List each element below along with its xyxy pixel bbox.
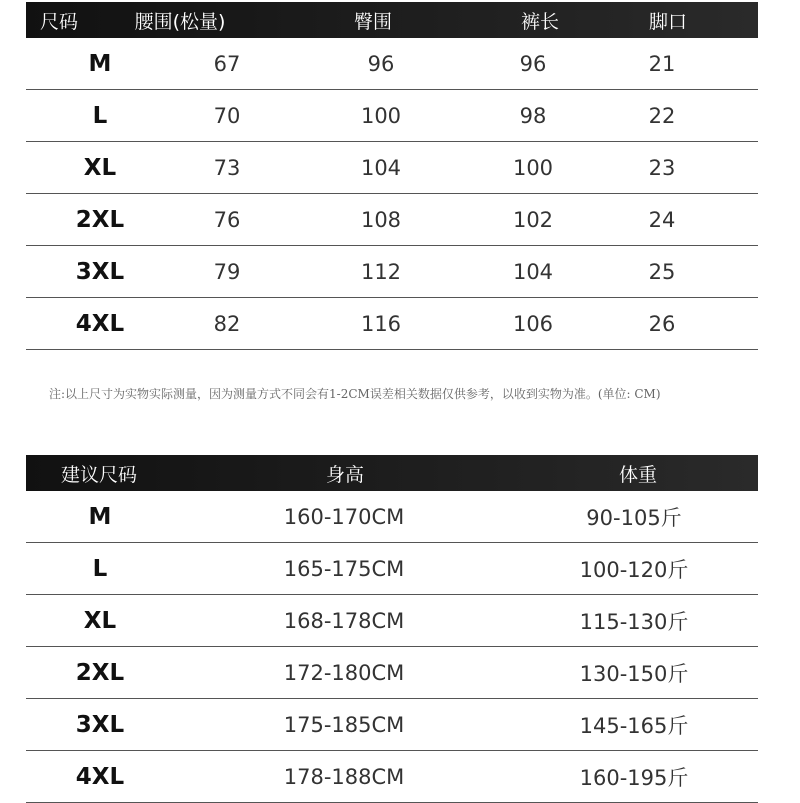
table-row [26, 543, 758, 595]
size-label: 2XL [75, 206, 125, 233]
header-height: 身高 [325, 463, 364, 486]
waist-value: 76 [213, 207, 241, 232]
table-row [26, 246, 758, 298]
size-label: M [88, 503, 112, 530]
waist-value: 73 [213, 155, 241, 180]
size-label: 2XL [75, 659, 125, 686]
table-row [26, 595, 758, 647]
header-leg-opening: 脚口 [648, 10, 687, 33]
size-label: 3XL [75, 711, 125, 738]
leg-opening-value: 23 [648, 155, 676, 180]
weight-range: 130-150斤 [579, 661, 689, 686]
waist-value: 82 [213, 311, 241, 336]
waist-value: 67 [213, 51, 241, 76]
table-row [26, 699, 758, 751]
weight-range: 145-165斤 [579, 713, 689, 738]
length-value: 104 [512, 259, 554, 284]
recommend-header [26, 455, 758, 491]
length-value: 106 [512, 311, 554, 336]
weight-range: 160-195斤 [579, 765, 689, 790]
height-range: 160-170CM [283, 504, 405, 529]
hip-value: 96 [367, 51, 395, 76]
height-range: 172-180CM [283, 660, 405, 685]
height-range: 168-178CM [283, 608, 405, 633]
hip-value: 104 [360, 155, 402, 180]
weight-range: 100-120斤 [579, 557, 689, 582]
leg-opening-value: 25 [648, 259, 676, 284]
table-row [26, 38, 758, 90]
size-label: 4XL [75, 310, 125, 337]
size-label: L [92, 102, 108, 129]
leg-opening-value: 22 [648, 103, 676, 128]
size-label: 3XL [75, 258, 125, 285]
measurement-note: 注:以上尺寸为实物实际测量，因为测量方式不同会有1-2CM误差相关数据仅供参考，以收到实物为准。(单位: CM) [49, 387, 661, 401]
length-value: 96 [519, 51, 547, 76]
header-size: 尺码 [40, 10, 79, 33]
size-label: XL [83, 154, 117, 181]
size-chart-table [26, 2, 758, 350]
leg-opening-value: 24 [648, 207, 676, 232]
size-label: XL [83, 607, 117, 634]
weight-range: 90-105斤 [586, 505, 682, 530]
size-label: L [92, 555, 108, 582]
table-row [26, 491, 758, 543]
height-range: 178-188CM [283, 764, 405, 789]
table-row [26, 751, 758, 803]
header-recommend-size: 建议尺码 [60, 463, 137, 486]
size-label: 4XL [75, 763, 125, 790]
hip-value: 100 [360, 103, 402, 128]
header-waist: 腰围(松量) [134, 10, 226, 33]
waist-value: 70 [213, 103, 241, 128]
recommend-size-table [26, 455, 758, 803]
table-row [26, 142, 758, 194]
size-label: M [88, 50, 112, 77]
header-hip: 臀围 [353, 10, 392, 33]
header-weight: 体重 [618, 463, 657, 486]
weight-range: 115-130斤 [579, 609, 689, 634]
length-value: 100 [512, 155, 554, 180]
height-range: 175-185CM [283, 712, 405, 737]
table-row [26, 194, 758, 246]
hip-value: 112 [360, 259, 402, 284]
length-value: 98 [519, 103, 547, 128]
length-value: 102 [512, 207, 554, 232]
hip-value: 116 [360, 311, 402, 336]
table-row [26, 298, 758, 350]
waist-value: 79 [213, 259, 241, 284]
leg-opening-value: 26 [648, 311, 676, 336]
header-length: 裤长 [520, 10, 559, 33]
leg-opening-value: 21 [648, 51, 676, 76]
table-row [26, 90, 758, 142]
height-range: 165-175CM [283, 556, 405, 581]
table-row [26, 647, 758, 699]
hip-value: 108 [360, 207, 402, 232]
size-chart-header [26, 2, 758, 38]
